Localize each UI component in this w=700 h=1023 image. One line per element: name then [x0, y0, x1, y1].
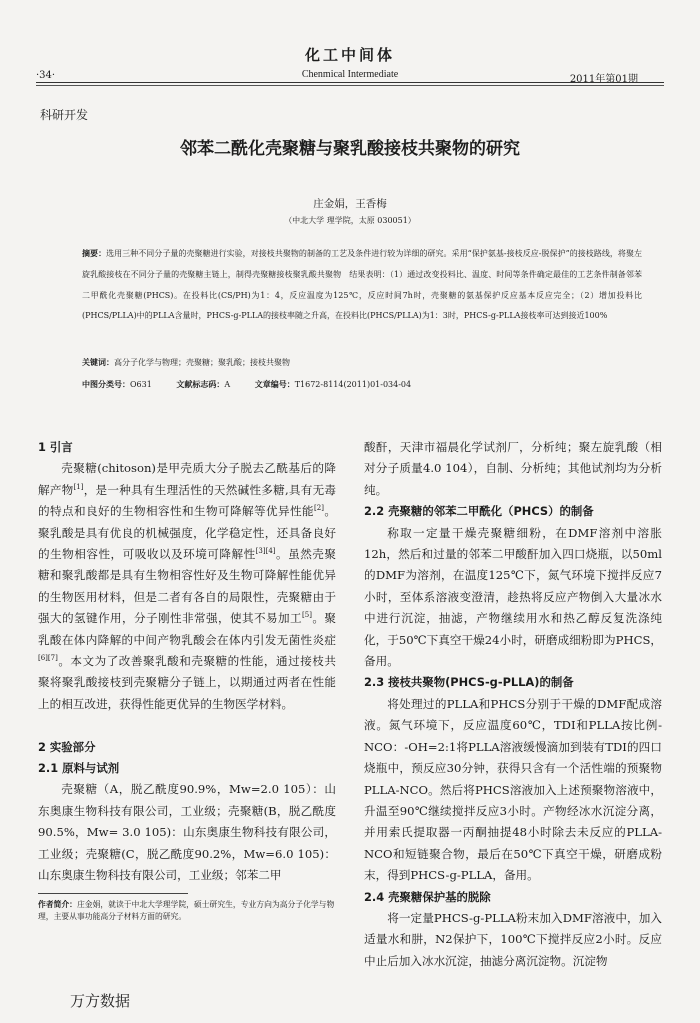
document-code: 文献标志码：A — [176, 380, 231, 389]
article-number: 文章编号：T1672-8114(2011)01-034-04 — [254, 380, 412, 389]
heading-phcs-prep: 2.2 壳聚糖的邻苯二甲酰化（PHCS）的制备 — [364, 504, 594, 519]
header-rule-thin — [36, 85, 664, 86]
materials-continued: 酸酐，天津市福晨化学试剂厂，分析纯；聚左旋乳酸（相对分子质量4.0 104），自制、分析纯；其他试剂均为分析纯。 — [364, 440, 662, 497]
page-number: ·34· — [36, 70, 56, 81]
deprotection-paragraph: 将一定量PHCS-g-PLLA粉末加入DMF溶液中，加入适量水和肼，N2保护下，100℃下搅拌反应2小时。反应中止后加入冰水沉淀，抽滤分离沉淀物。沉淀物 — [364, 910, 662, 968]
abstract-label: 摘要： — [82, 249, 107, 258]
keywords-text: 高分子化学与物理；壳聚糖；聚乳酸；接枝共聚物 — [114, 358, 290, 367]
body-column-left — [38, 437, 336, 887]
heading-graft-copolymer: 2.3 接枝共聚物(PHCS-g-PLLA)的制备 — [364, 675, 574, 690]
footnote-rule — [38, 893, 188, 894]
phcs-paragraph: 称取一定量干燥壳聚糖细粉，在DMF溶剂中溶胀12h，然后和过量的邻苯二甲酸酐加入四口烧瓶，以50ml的DMF为溶剂，在温度125℃下，氮气环境下搅拌反应7小时，至体系溶液变澄清，趁热将反应产物倒入大量冰水中进行沉淀，抽滤，产物继续用水和热乙醇反复洗涤纯化，于50℃下真空干燥24小时，研磨成细粉即为PHCS，备用。 — [364, 525, 662, 669]
journal-title: 化工中间体 — [304, 46, 395, 64]
keywords-label: 关键词： — [82, 358, 114, 367]
authors: 庄金娟，王香梅 — [313, 198, 387, 210]
author-footnote — [38, 899, 338, 923]
issue-label: 2011年第01期 — [569, 74, 638, 85]
header-rule — [36, 82, 664, 83]
heading-introduction: 1 引言 — [38, 440, 73, 454]
footnote-text: 庄金娟，就读于中北大学理学院，硕士研究生，专业方向为高分子化学与物理，主要从事功能高分子材料方面的研究。 — [38, 900, 335, 921]
watermark: 万方数据 — [70, 992, 131, 1010]
clc-code: 中图分类号：O631 — [82, 380, 152, 389]
keywords — [82, 357, 290, 368]
abstract-text: 选用三种不同分子量的壳聚糖进行实验，对接枝共聚物的制备的工艺及条件进行较为详细的研究。采用“保护氨基-接枝反应-脱保护”的接枝路线，将聚左旋乳酸接枝在不同分子量的壳聚糖主链上，制得壳聚糖接枝聚乳酸共聚物 结果表明：（1）通过改变投料比、温度、时间等条件确定最佳的工艺条件制备邻苯二甲酰化壳聚糖(PHCS)。在投料比(CS/PH)为1：4，反应温度为125℃，反应时间7h时，壳聚糖的氨基保护反应基本反应完全；（2）增加投料比(PHCS/PLLA)中的PLLA含量时，PHCS-g-PLLA的接枝率随之升高，在投料比(PHCS/PLLA)为1：3时，PHCS-g-PLLA接枝率可达到接近100% — [82, 249, 642, 321]
classification-row — [82, 379, 433, 390]
heading-deprotection: 2.4 壳聚糖保护基的脱除 — [364, 889, 491, 904]
section-tag: 科研开发 — [40, 108, 89, 122]
body-column-right — [364, 437, 662, 972]
intro-paragraph: 壳聚糖(chitoson)是甲壳质大分子脱去乙酰基后的降解产物[1]，是一种具有生理活性的天然碱性多糖,具有无毒的特点和良好的生物相容性和生物可降解等优异性能[2]。聚乳酸是具有优良的机械强度，化学稳定性，还具备良好的生物相容性，可吸收以及环境可降解性[3][4]。虽然壳聚糖和聚乳酸都是具有生物相容性好及生物可降解性能优异的生物医用材料，但是二者有各自的局限性，壳聚糖由于强大的氢键作用，分子刚性非常强，使其不易加工[5]。聚乳酸在体内降解的中间产物乳酸会在体内引发无菌性炎症[6][7]。本文为了改善聚乳酸和壳聚糖的性能，通过接枝共聚将聚乳酸接枝到壳聚糖分子链上，以期通过两者在性能上的相互改进，获得性能更优异的生物医学材料。 — [38, 461, 336, 711]
heading-materials: 2.1 原料与试剂 — [38, 761, 120, 776]
materials-paragraph: 壳聚糖（A，脱乙酰度90.9%，Mw=2.0 105）：山东奥康生物科技有限公司，工业级；壳聚糖(B，脱乙酰度90.5%，Mw= 3.0 105)：山东奥康生物科技有限公司，工业级；壳聚糖(C，脱乙酰度90.2%，Mw=6.0 105)：山东奥康生物科技有限公司，工业级；邻苯二甲 — [38, 782, 336, 883]
heading-experimental: 2 实验部分 — [38, 739, 96, 754]
affiliation: （中北大学 理学院，太原 030051） — [284, 216, 416, 225]
journal-english-title: Chenmical Intermediate — [301, 69, 399, 80]
footnote-label: 作者简介： — [38, 900, 77, 909]
graft-paragraph: 将处理过的PLLA和PHCS分别于干燥的DMF配成溶液。氮气环境下，反应温度60℃，TDI和PLLA按比例-NCO：-OH=2:1将PLLA溶液缓慢滴加到装有TDI的四口烧瓶中，预反应30分钟，获得只含有一个活性端的预聚物PLLA-NCO。然后将PHCS溶液加入上述预聚物溶液中，升温至90℃继续搅拌反应3小时。产物经冰水沉淀分离，并用索氏提取器一丙酮抽提48小时除去未反应的PLLA-NCO和短链聚合物，最后在50℃下真空干燥，研磨成粉末，得到PHCS-g-PLLA，备用。 — [364, 696, 662, 883]
article-title: 邻苯二酰化壳聚糖与聚乳酸接枝共聚物的研究 — [180, 139, 520, 159]
abstract — [82, 244, 642, 327]
